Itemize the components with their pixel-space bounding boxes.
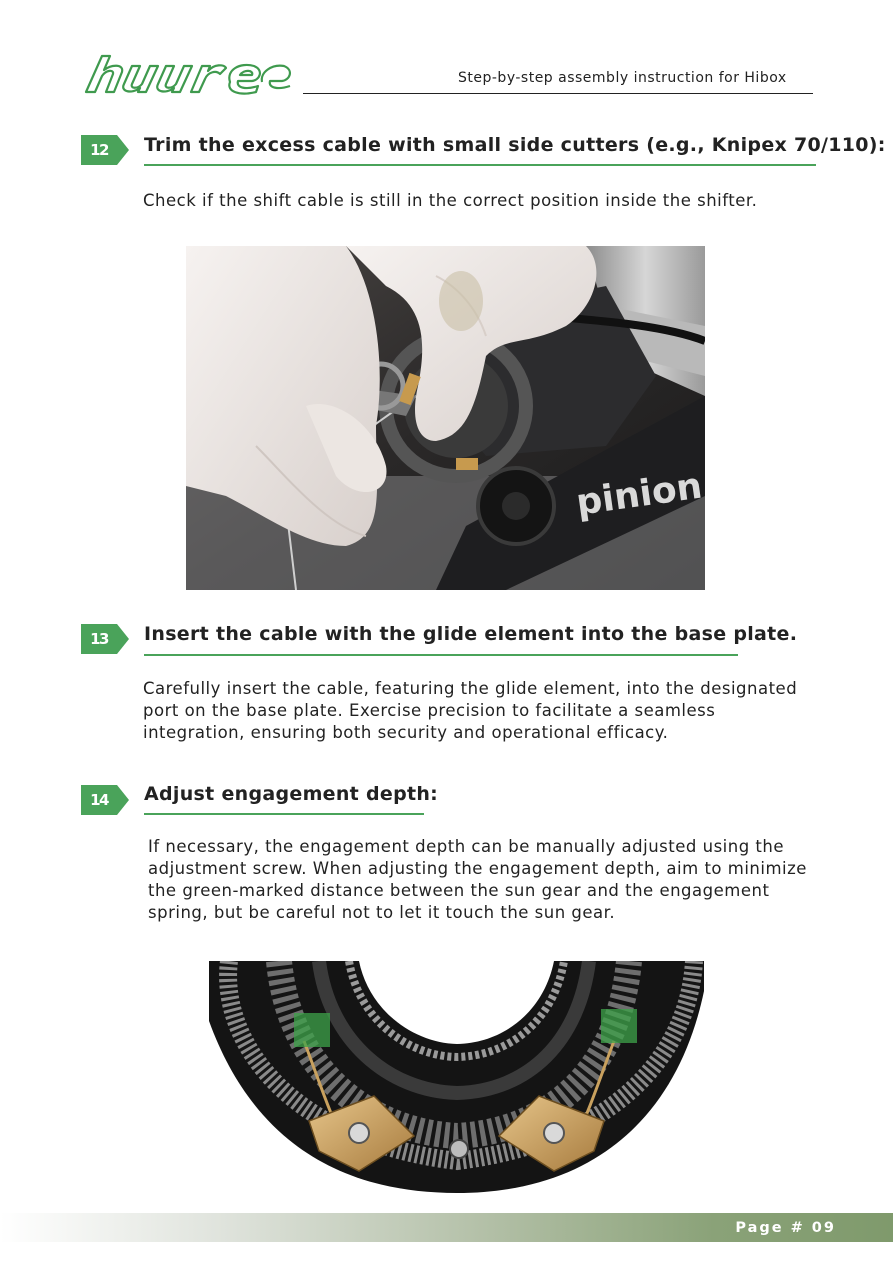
pinion-brand-text: pinion — [573, 465, 705, 524]
step-title-rule-12 — [144, 164, 816, 166]
hure-logo-graphic — [80, 52, 295, 97]
body-line: port on the base plate. Exercise precision to facilitate a seamless — [143, 701, 716, 720]
header-rule — [303, 93, 813, 94]
step-body-13 — [143, 678, 797, 744]
step-body-12 — [143, 190, 757, 212]
step-title-rule-13 — [144, 654, 738, 656]
step-number: 14 — [90, 791, 108, 809]
body-line: If necessary, the engagement depth can be manually adjusted using the — [148, 837, 785, 856]
cable-trim-photo — [186, 246, 705, 590]
step-number: 12 — [90, 141, 108, 159]
step-title-12: Trim the excess cable with small side cutters (e.g., Knipex 70/110): — [144, 134, 886, 156]
body-line: the green-marked distance between the sun gear and the engagement — [148, 881, 770, 900]
step-title-rule-14 — [144, 813, 424, 815]
page-number: Page # 09 — [735, 1220, 836, 1236]
step-badge-13 — [81, 624, 129, 654]
step-badge-14 — [81, 785, 129, 815]
body-line: Check if the shift cable is still in the correct position inside the shifter. — [143, 191, 758, 210]
step-title-14: Adjust engagement depth: — [144, 783, 439, 805]
body-line: Carefully insert the cable, featuring the glide element, into the designated — [143, 679, 798, 698]
body-line: adjustment screw. When adjusting the engagement depth, aim to minimize — [148, 859, 807, 878]
step-title-13: Insert the cable with the glide element into the base plate. — [144, 623, 798, 645]
body-line: integration, ensuring both security and operational efficacy. — [143, 723, 669, 742]
step-badge-12 — [81, 135, 129, 165]
engagement-spring-photo — [209, 961, 704, 1193]
step-body-14 — [148, 836, 807, 924]
document-subtitle: Step-by-step assembly instruction for Hibox — [458, 70, 787, 86]
engagement-spring-illustration — [209, 961, 704, 1193]
hure-logo — [80, 52, 295, 97]
cable-trim-illustration — [186, 246, 705, 590]
body-line: spring, but be careful not to let it touch the sun gear. — [148, 903, 616, 922]
step-number: 13 — [90, 630, 108, 648]
